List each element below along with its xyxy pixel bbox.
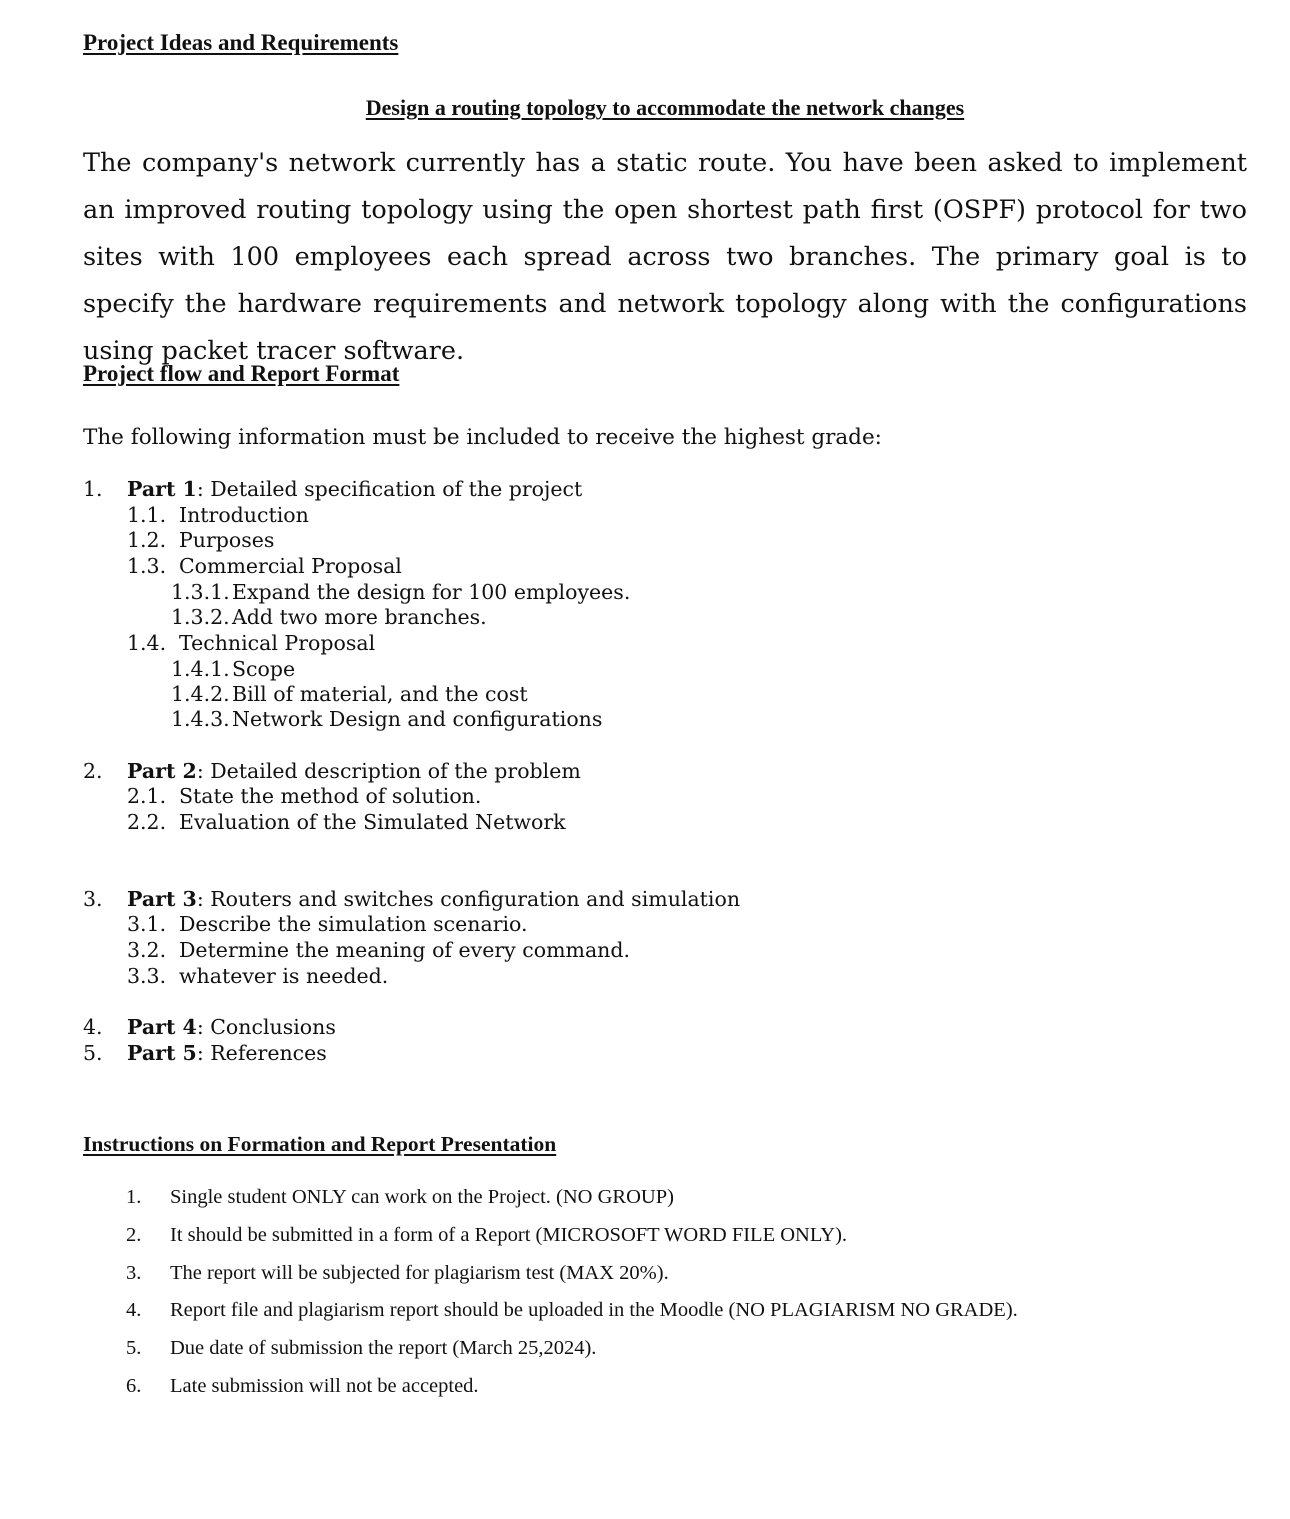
outline-text: Bill of material, and the cost — [232, 682, 528, 706]
outline-number: 1.3.2. — [171, 605, 230, 629]
instruction-item — [126, 1186, 1226, 1212]
outline-item-1-3 — [127, 554, 827, 580]
instruction-item — [126, 1299, 1226, 1325]
outline-number: 3.1. — [127, 912, 167, 936]
outline-item-1-2 — [127, 528, 827, 554]
outline-text: Scope — [232, 657, 296, 681]
flow-heading: Project flow and Report Format — [83, 361, 400, 386]
instruction-number: 4. — [126, 1299, 142, 1321]
part-label: Part 3 — [127, 887, 197, 911]
instructions-heading: Instructions on Formation and Report Presentation — [83, 1132, 557, 1156]
outline-text: Network Design and configurations — [232, 707, 603, 731]
outline-text — [127, 1041, 327, 1065]
outline-item-1-4-1 — [171, 657, 871, 683]
outline-text: Evaluation of the Simulated Network — [179, 810, 566, 834]
instruction-text: Late submission will not be accepted. — [170, 1375, 479, 1397]
outline-number: 1.2. — [127, 528, 167, 552]
instruction-number: 2. — [126, 1224, 142, 1246]
outline-item-1-3-1 — [171, 580, 871, 606]
instruction-item — [126, 1224, 1226, 1250]
outline-number: 2. — [83, 759, 103, 783]
outline-text: Determine the meaning of every command. — [179, 938, 631, 962]
outline-number: 3.3. — [127, 964, 167, 988]
outline-item-part4 — [83, 1015, 883, 1041]
outline-text: Commercial Proposal — [179, 554, 402, 578]
outline-number: 1.3.1. — [171, 580, 230, 604]
part-label: Part 1 — [127, 477, 197, 501]
outline-text — [127, 1015, 336, 1039]
outline-item-1-1 — [127, 503, 827, 529]
outline-item-2-2 — [127, 810, 827, 836]
outline-number: 1.1. — [127, 503, 167, 527]
outline-text: Describe the simulation scenario. — [179, 912, 528, 936]
outline-number: 1.3. — [127, 554, 167, 578]
part-description: : Detailed description of the problem — [196, 759, 581, 783]
part-description: : Routers and switches configuration and simulation — [196, 887, 741, 911]
instruction-text: It should be submitted in a form of a Report (MICROSOFT WORD FILE ONLY). — [170, 1224, 848, 1246]
flow-lead-text: The following information must be included to receive the highest grade: — [83, 425, 882, 450]
instruction-number: 3. — [126, 1262, 142, 1284]
part-description: : References — [196, 1041, 327, 1065]
outline-item-part5 — [83, 1041, 883, 1067]
outline-number: 3.2. — [127, 938, 167, 962]
part-description: : Conclusions — [196, 1015, 336, 1039]
instruction-text: Single student ONLY can work on the Project. (NO GROUP) — [170, 1186, 674, 1208]
outline-item-3-3 — [127, 964, 827, 990]
outline-number: 1.4.2. — [171, 682, 230, 706]
outline-item-3-1 — [127, 912, 827, 938]
project-title: Design a routing topology to accommodate the network changes — [365, 95, 965, 120]
outline-item-3-2 — [127, 938, 827, 964]
outline-item-part1 — [83, 477, 883, 503]
instruction-text: Report file and plagiarism report should be uploaded in the Moodle (NO PLAGIARISM NO GRADE). — [170, 1299, 1018, 1321]
outline-number: 1.4. — [127, 631, 167, 655]
outline-text — [127, 477, 582, 501]
outline-item-1-4-2 — [171, 682, 871, 708]
outline-text: Add two more branches. — [232, 605, 487, 629]
outline-number: 1.4.3. — [171, 707, 230, 731]
instruction-text: Due date of submission the report (March 25,2024). — [170, 1337, 597, 1359]
instruction-text: The report will be subjected for plagiarism test (MAX 20%). — [170, 1262, 669, 1284]
outline-item-1-4-3 — [171, 707, 871, 733]
outline-text: Technical Proposal — [179, 631, 376, 655]
part-label: Part 2 — [127, 759, 197, 783]
outline-item-part3 — [83, 887, 983, 913]
instruction-item — [126, 1375, 1226, 1401]
outline-item-part2 — [83, 759, 883, 785]
outline-number: 3. — [83, 887, 103, 911]
outline-item-1-3-2 — [171, 605, 871, 631]
instruction-item — [126, 1262, 1226, 1288]
instruction-number: 5. — [126, 1337, 142, 1359]
intro-paragraph: The company's network currently has a static route. You have been asked to implement an improved routing topology using the open shortest path first (OSPF) protocol for two sites with 100 employees each spread across two branches. The primary goal is to specify the hardware requirements and network topology along with the configurations using packet tracer software. — [83, 148, 1247, 366]
outline-text: whatever is needed. — [179, 964, 389, 988]
part-label: Part 5 — [127, 1041, 197, 1065]
outline-text: Purposes — [179, 528, 275, 552]
outline-number: 2.2. — [127, 810, 167, 834]
page-title: Project Ideas and Requirements — [83, 30, 399, 55]
part-label: Part 4 — [127, 1015, 197, 1039]
outline-text — [127, 887, 740, 911]
outline-number: 2.1. — [127, 784, 167, 808]
part-description: : Detailed specification of the project — [196, 477, 583, 501]
outline-number: 1.4.1. — [171, 657, 230, 681]
instruction-item — [126, 1337, 1226, 1363]
outline-text: Introduction — [179, 503, 309, 527]
outline-number: 1. — [83, 477, 103, 501]
instruction-number: 1. — [126, 1186, 142, 1208]
instruction-number: 6. — [126, 1375, 142, 1397]
outline-number: 4. — [83, 1015, 103, 1039]
outline-text — [127, 759, 581, 783]
outline-text: Expand the design for 100 employees. — [232, 580, 631, 604]
outline-item-1-4 — [127, 631, 827, 657]
outline-number: 5. — [83, 1041, 103, 1065]
outline-text: State the method of solution. — [179, 784, 482, 808]
outline-item-2-1 — [127, 784, 827, 810]
